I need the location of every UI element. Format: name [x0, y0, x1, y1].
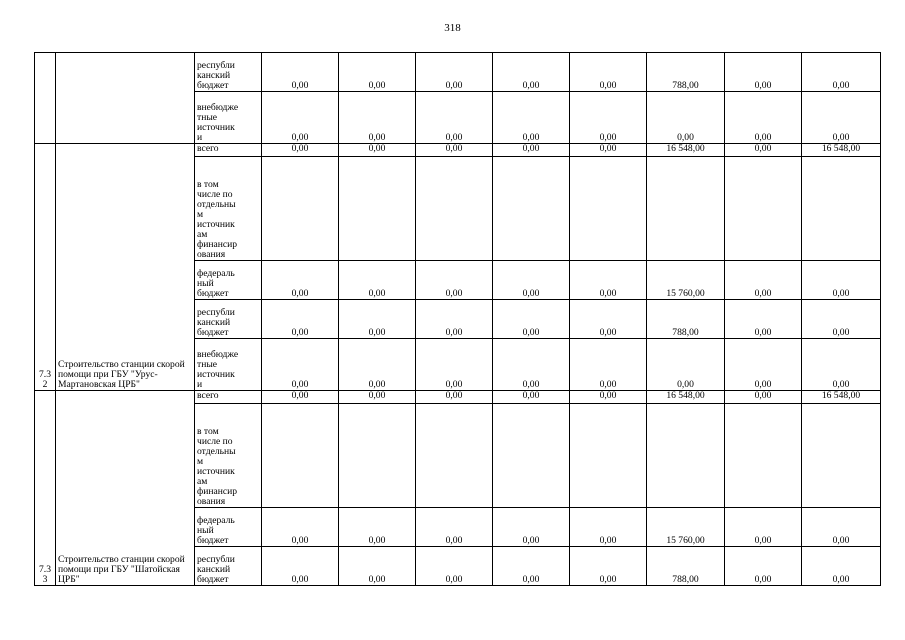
value-cell: 0,00	[725, 261, 802, 300]
value-cell: 0,00	[802, 300, 881, 339]
value-cell: 16 548,00	[802, 144, 881, 157]
funding-source-cell: в том числе по отдельны м источник ам финансир ования	[195, 404, 262, 508]
value-cell: 0,00	[647, 92, 725, 144]
value-cell: 0,00	[262, 300, 339, 339]
value-cell: 788,00	[647, 300, 725, 339]
value-cell: 0,00	[262, 144, 339, 157]
value-cell: 0,00	[416, 144, 493, 157]
value-cell: 0,00	[647, 339, 725, 391]
value-cell	[570, 157, 647, 261]
value-cell	[570, 404, 647, 508]
value-cell: 0,00	[262, 92, 339, 144]
value-cell: 0,00	[339, 53, 416, 92]
value-cell	[647, 404, 725, 508]
value-cell	[493, 157, 570, 261]
value-cell: 0,00	[570, 144, 647, 157]
name-cell-empty	[56, 53, 195, 144]
value-cell	[262, 404, 339, 508]
value-cell: 0,00	[339, 508, 416, 547]
value-cell: 0,00	[416, 339, 493, 391]
value-cell: 0,00	[416, 92, 493, 144]
funding-source-cell: республи канский бюджет	[195, 300, 262, 339]
value-cell: 0,00	[570, 508, 647, 547]
table-row	[35, 144, 881, 157]
value-cell: 788,00	[647, 547, 725, 586]
funding-source-cell: федераль ный бюджет	[195, 261, 262, 300]
value-cell: 0,00	[725, 339, 802, 391]
value-cell: 0,00	[493, 391, 570, 404]
value-cell: 0,00	[570, 547, 647, 586]
value-cell: 0,00	[802, 547, 881, 586]
funding-source-cell: республи канский бюджет	[195, 547, 262, 586]
table-row	[35, 53, 881, 92]
value-cell: 0,00	[725, 391, 802, 404]
value-cell: 0,00	[416, 508, 493, 547]
value-cell: 0,00	[802, 53, 881, 92]
value-cell: 0,00	[339, 92, 416, 144]
value-cell: 0,00	[725, 53, 802, 92]
funding-source-cell: федераль ный бюджет	[195, 508, 262, 547]
value-cell: 0,00	[339, 300, 416, 339]
value-cell: 16 548,00	[647, 391, 725, 404]
value-cell	[493, 404, 570, 508]
value-cell: 0,00	[802, 339, 881, 391]
value-cell	[725, 404, 802, 508]
value-cell: 0,00	[493, 92, 570, 144]
value-cell: 0,00	[416, 547, 493, 586]
value-cell: 0,00	[725, 508, 802, 547]
value-cell: 0,00	[339, 144, 416, 157]
value-cell: 0,00	[493, 144, 570, 157]
value-cell: 0,00	[570, 391, 647, 404]
value-cell: 0,00	[725, 300, 802, 339]
value-cell	[647, 157, 725, 261]
funding-source-cell: всего	[195, 391, 262, 404]
value-cell	[802, 404, 881, 508]
value-cell: 0,00	[416, 53, 493, 92]
value-cell: 0,00	[802, 92, 881, 144]
value-cell: 0,00	[416, 300, 493, 339]
funding-source-cell: в том числе по отдельны м источник ам финансир ования	[195, 157, 262, 261]
value-cell: 0,00	[570, 339, 647, 391]
value-cell: 0,00	[262, 391, 339, 404]
value-cell: 16 548,00	[647, 144, 725, 157]
item-code: 7.3 2	[35, 144, 56, 391]
value-cell	[725, 157, 802, 261]
value-cell	[339, 157, 416, 261]
value-cell	[416, 157, 493, 261]
value-cell: 0,00	[493, 261, 570, 300]
value-cell: 15 760,00	[647, 508, 725, 547]
table-row	[35, 391, 881, 404]
value-cell: 15 760,00	[647, 261, 725, 300]
funding-source-cell: внебюдже тные источник и	[195, 339, 262, 391]
value-cell: 0,00	[570, 92, 647, 144]
value-cell: 0,00	[339, 261, 416, 300]
value-cell: 0,00	[493, 300, 570, 339]
value-cell: 0,00	[570, 53, 647, 92]
value-cell: 0,00	[262, 53, 339, 92]
value-cell: 16 548,00	[802, 391, 881, 404]
value-cell: 0,00	[493, 53, 570, 92]
value-cell: 0,00	[262, 547, 339, 586]
value-cell: 0,00	[262, 339, 339, 391]
code-cell-empty	[35, 53, 56, 144]
value-cell: 0,00	[339, 547, 416, 586]
value-cell: 0,00	[725, 547, 802, 586]
value-cell: 0,00	[416, 261, 493, 300]
value-cell: 0,00	[493, 508, 570, 547]
value-cell: 0,00	[262, 261, 339, 300]
value-cell	[416, 404, 493, 508]
value-cell: 0,00	[725, 92, 802, 144]
value-cell: 0,00	[725, 144, 802, 157]
funding-source-cell: всего	[195, 144, 262, 157]
value-cell: 0,00	[262, 508, 339, 547]
value-cell: 0,00	[802, 508, 881, 547]
funding-source-cell: внебюдже тные источник и	[195, 92, 262, 144]
page-number: 318	[444, 22, 461, 34]
value-cell: 0,00	[339, 339, 416, 391]
item-code: 7.3 3	[35, 391, 56, 586]
value-cell: 0,00	[416, 391, 493, 404]
funding-source-cell: республи канский бюджет	[195, 53, 262, 92]
value-cell	[802, 157, 881, 261]
budget-table	[34, 52, 881, 586]
value-cell	[339, 404, 416, 508]
value-cell: 0,00	[570, 261, 647, 300]
value-cell: 0,00	[802, 261, 881, 300]
value-cell: 0,00	[339, 391, 416, 404]
value-cell: 0,00	[493, 339, 570, 391]
value-cell: 0,00	[570, 300, 647, 339]
value-cell	[262, 157, 339, 261]
value-cell: 788,00	[647, 53, 725, 92]
item-name: Строительство станции скорой помощи при ГБУ "Урус-Мартановская ЦРБ"	[56, 144, 195, 391]
value-cell: 0,00	[493, 547, 570, 586]
item-name: Строительство станции скорой помощи при ГБУ "Шатойская ЦРБ"	[56, 391, 195, 586]
